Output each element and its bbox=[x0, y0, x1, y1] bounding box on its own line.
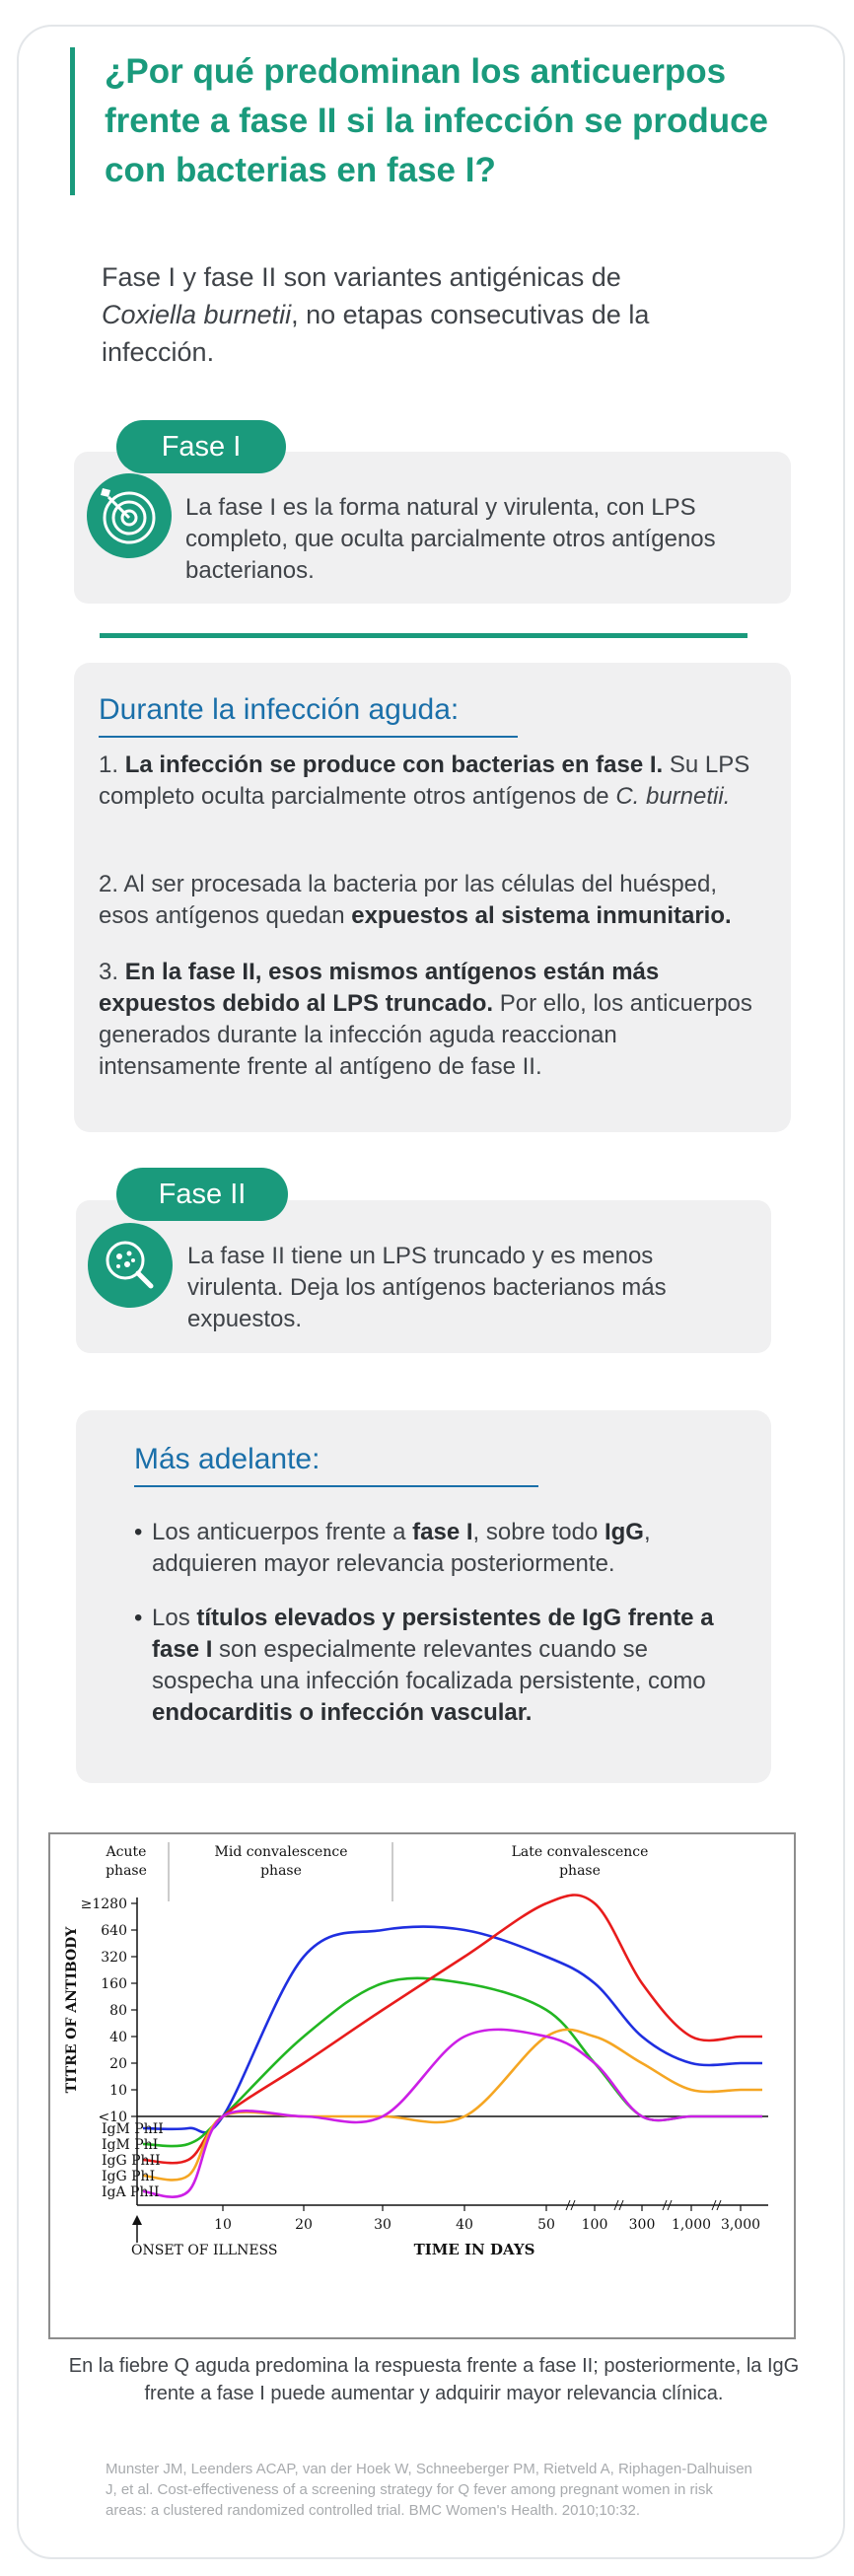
x-tick-label: 20 bbox=[295, 2217, 313, 2233]
x-tick-label: 1,000 bbox=[671, 2217, 712, 2233]
onset-label: ONSET OF ILLNESS bbox=[131, 2243, 278, 2258]
bacteria-magnifier-icon bbox=[88, 1223, 173, 1308]
antibody-chart bbox=[48, 1832, 796, 2339]
x-tick-label: 10 bbox=[214, 2217, 232, 2233]
series-label: IgM PhI bbox=[102, 2137, 159, 2153]
y-tick-label: 20 bbox=[109, 2056, 127, 2072]
reference: Munster JM, Leenders ACAP, van der Hoek W, Schneeberger PM, Rietveld A, Riphagen-Dalhuisen J, et al. Cost-effectiveness of a screening strategy for Q fever among pregnant women in risk areas: a clustered randomized controlled trial. BMC Women's Health. 2010;10:32. bbox=[106, 2461, 752, 2519]
x-tick-label: 40 bbox=[456, 2217, 473, 2233]
acute-point-3: 3. En la fase II, esos mismos antígenos están más expuestos debido al LPS truncado. Por ello, los anticuerpos generados durante la infección aguda reaccionan intensamente frente al antígeno de fase II. bbox=[99, 959, 752, 1080]
onset-arrowhead bbox=[132, 2215, 142, 2225]
y-tick-label: <10 bbox=[98, 2110, 127, 2125]
x-tick-label: 100 bbox=[581, 2217, 608, 2233]
series-label: IgG PhI bbox=[102, 2169, 156, 2184]
intro-text: Fase I y fase II son variantes antigénicas de Coxiella burnetii, no etapas consecutivas de la infección. bbox=[102, 262, 650, 367]
page-title: ¿Por qué predominan los anticuerpos frente a fase II si la infección se produce con bacterias en fase I? bbox=[70, 47, 800, 195]
y-tick-label: 640 bbox=[101, 1923, 127, 1939]
phase2-label: Fase II bbox=[116, 1168, 288, 1221]
x-tick-label: 3,000 bbox=[720, 2217, 761, 2233]
y-tick-label: 40 bbox=[109, 2030, 127, 2045]
series-line-igm-phii bbox=[143, 1927, 762, 2133]
later-bullet-1: • Los anticuerpos frente a fase I, sobre todo IgG, adquieren mayor relevancia posteriormente. bbox=[134, 1517, 726, 1580]
x-tick-label: 50 bbox=[537, 2217, 555, 2233]
series-label: IgA PhII bbox=[102, 2184, 160, 2200]
phase1-label: Fase I bbox=[116, 420, 286, 473]
series-label: IgM PhII bbox=[102, 2121, 164, 2137]
y-tick-label: ≥1280 bbox=[80, 1896, 127, 1912]
acute-heading: Durante la infección aguda: bbox=[99, 692, 518, 738]
chart-caption: En la fiebre Q aguda predomina la respuesta frente a fase II; posteriormente, la IgG frente a fase I puede aumentar y adquirir mayor relevancia clínica. bbox=[68, 2355, 800, 2404]
x-tick-label: 30 bbox=[374, 2217, 391, 2233]
acute-point-1: 1. La infección se produce con bacterias en fase I. Su LPS completo oculta parcialmente otros antígenos de C. burnetii. bbox=[99, 751, 750, 810]
y-tick-label: 80 bbox=[109, 2003, 127, 2019]
x-axis-label: TIME IN DAYS bbox=[413, 2241, 535, 2258]
series-line-igg-phii bbox=[143, 1895, 762, 2163]
phase-label-1: Acute phase bbox=[106, 1844, 147, 1879]
later-bullet-2: • Los títulos elevados y persistentes de IgG frente a fase I son especialmente relevantes cuando se sospecha una infección focalizada persistente, como endocarditis o infección vascular. bbox=[134, 1603, 755, 1729]
phase-label-3: Late convalescence phase bbox=[511, 1844, 649, 1879]
x-tick-label: 300 bbox=[628, 2217, 656, 2233]
y-tick-label: 160 bbox=[101, 1976, 127, 1992]
antibody-chart-svg bbox=[50, 1834, 798, 2341]
acute-point-2: 2. Al ser procesada la bacteria por las células del huésped, esos antígenos quedan expuestos al sistema inmunitario. bbox=[99, 871, 732, 929]
phase1-text: La fase I es la forma natural y virulenta, con LPS completo, que oculta parcialmente otros antígenos bacterianos. bbox=[185, 494, 716, 584]
phase2-text: La fase II tiene un LPS truncado y es menos virulenta. Deja los antígenos bacterianos más expuestos. bbox=[187, 1243, 667, 1332]
y-tick-label: 320 bbox=[101, 1950, 127, 1966]
section-divider bbox=[100, 633, 747, 638]
y-axis-label: TITRE OF ANTIBODY bbox=[64, 1926, 80, 2094]
phase-label-2: Mid convalescence phase bbox=[214, 1844, 348, 1879]
target-icon bbox=[87, 473, 172, 558]
later-heading: Más adelante: bbox=[134, 1442, 538, 1487]
series-label: IgG PhII bbox=[102, 2153, 161, 2169]
y-tick-label: 10 bbox=[109, 2083, 127, 2099]
